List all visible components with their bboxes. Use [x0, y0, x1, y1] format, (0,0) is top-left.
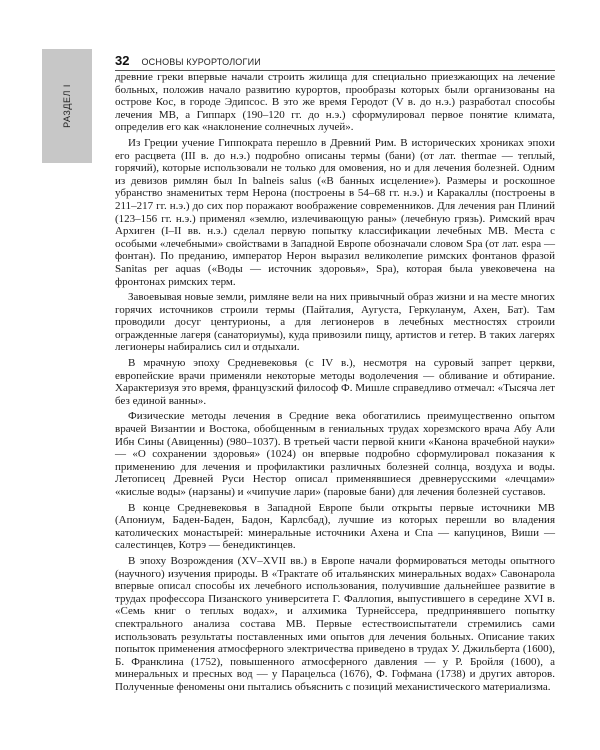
section-tab — [42, 49, 92, 163]
running-title: ОСНОВЫ КУРОРТОЛОГИИ — [141, 57, 261, 67]
paragraph: В эпоху Возрождения (XV–XVII вв.) в Европе начали формироваться методы опытного (научного) изучения природы. В «Трактате об итальянских минеральных водах» Савонарола впервые описал способы их лечебного использования, получившие дальнейшее развитие в трудах профессора Пизанского университета Г. Фаллопия, выпустившего в середине XVI в. «Семь книг о теплых водах», и алхимика Турнейссера, предпринявшего попытку спектрального анализа состава МВ. Первые естествоиспытатели стремились сами использовать результаты поставленных ими опытов для лечения больных. Описание таких попыток применения атмосферного электричества приведено в трудах У. Джильберта (1600), Б. Франклина (1752), повышенного атмосферного давления — у Р. Бройля (1600), а минеральных и пресных вод — у Парацельса (1676), Ф. Гофмана (1738) и других авторов. Полученные феномены они пытались объяснить с позиций механистического материализма. — [115, 554, 555, 693]
section-tab-label: РАЗДЕЛ I — [62, 84, 72, 128]
paragraph: Из Греции учение Гиппократа перешло в Древний Рим. В исторических хрониках эпохи его расцвета (III в. до н.э.) подробно описаны термы (бани) (от лат. thermae — теплый, горячий), которые использовали не только для омовения, но и для лечения болезней. Одним из девизов римлян был In balneis salus («В банных исцеление»). Размеры и роскошное убранство знаменитых терм Нерона (построены в 54–68 гг. н.э.) и Каракаллы (построены в 211–217 гг. н.э.) до сих пор поражают воображение современников. Для лечения ран Плиний (123–156 гг. н.э.) применял «землю, излечивающую раны» (лечебную грязь). Римский врач Архиген (I–II вв. н.э.) сделал первую попытку классификации лечебных МВ. Места с особыми «лечебными» свойствами в Западной Европе обозначали словом Spa (от лат. espa — фонтан). По преданию, император Нерон выразил великолепие римских фонтанов фразой Sanitas per aquas («Воды — источник здоровья», Spa), которая была увековечена на фронтонах римских терм. — [115, 136, 555, 288]
page-number: 32 — [115, 53, 130, 68]
paragraph: Завоевывая новые земли, римляне вели на них привычный образ жизни и на месте многих горячих источников строили термы (Пайталия, Аугуста, Геркуланум, Ахен, Бат). Там проводили досуг центурионы, а для легионеров в лечебных местностях строили огражденные лагеря (санаториумы), куда привозили пищу, артистов и гетер. В таких лагерях легионеры набирались сил и отдыхали. — [115, 291, 555, 354]
paragraph: древние греки впервые начали строить жилища для специально приезжающих на лечение больных, положив начало развитию курортов, прообразы которых были организованы на острове Кос, в городе Эдипсос. В это же время Геродот (V в. до н.э.) разработал способы лечения МВ, а Гиппарх (190–120 гг. до н.э.) сформулировал первое понятие климата, определив его как «наклонение солнечных лучей». — [115, 71, 555, 134]
paragraph: В мрачную эпоху Средневековья (с IV в.), несмотря на суровый запрет церкви, европейские врачи применяли некоторые методы водолечения — обливание и обтирание. Характеризуя это время, французский философ Ф. Мишле справедливо отмечал: «Тысяча лет без единой ванны». — [115, 357, 555, 407]
paragraph: Физические методы лечения в Средние века обогатились преимущественно опытом врачей Византии и Востока, обобщенным в гениальных трудах хорезмского врача Абу Али Ибн Сины (Авиценны) (980–1037). В третьей части первой книги «Канона врачебной науки» — «О сохранении здоровья» (1024) он впервые подробно сформулировал показания к применению для лечения и профилактики различных болезней солнца, воздуха и воды. Летописец Древней Руси Нестор описал применявшиеся древнерусскими «лечцами» «кислые воды» (нарзаны) и «чипучие лари» (паровые бани) для лечения болезней суставов. — [115, 410, 555, 498]
body-text — [115, 71, 555, 697]
section-tab-label-wrap — [42, 49, 92, 163]
page-header — [115, 53, 555, 67]
paragraph: В конце Средневековья в Западной Европе были открыты первые источники МВ (Апониум, Баден-Баден, Бадон, Карлсбад), лучшие из которых перешли во владения католических монастырей: минеральные источники Ахена и Спа — капуцинов, Виши — салестинцев, Котрэ — бенедиктинцев. — [115, 501, 555, 552]
